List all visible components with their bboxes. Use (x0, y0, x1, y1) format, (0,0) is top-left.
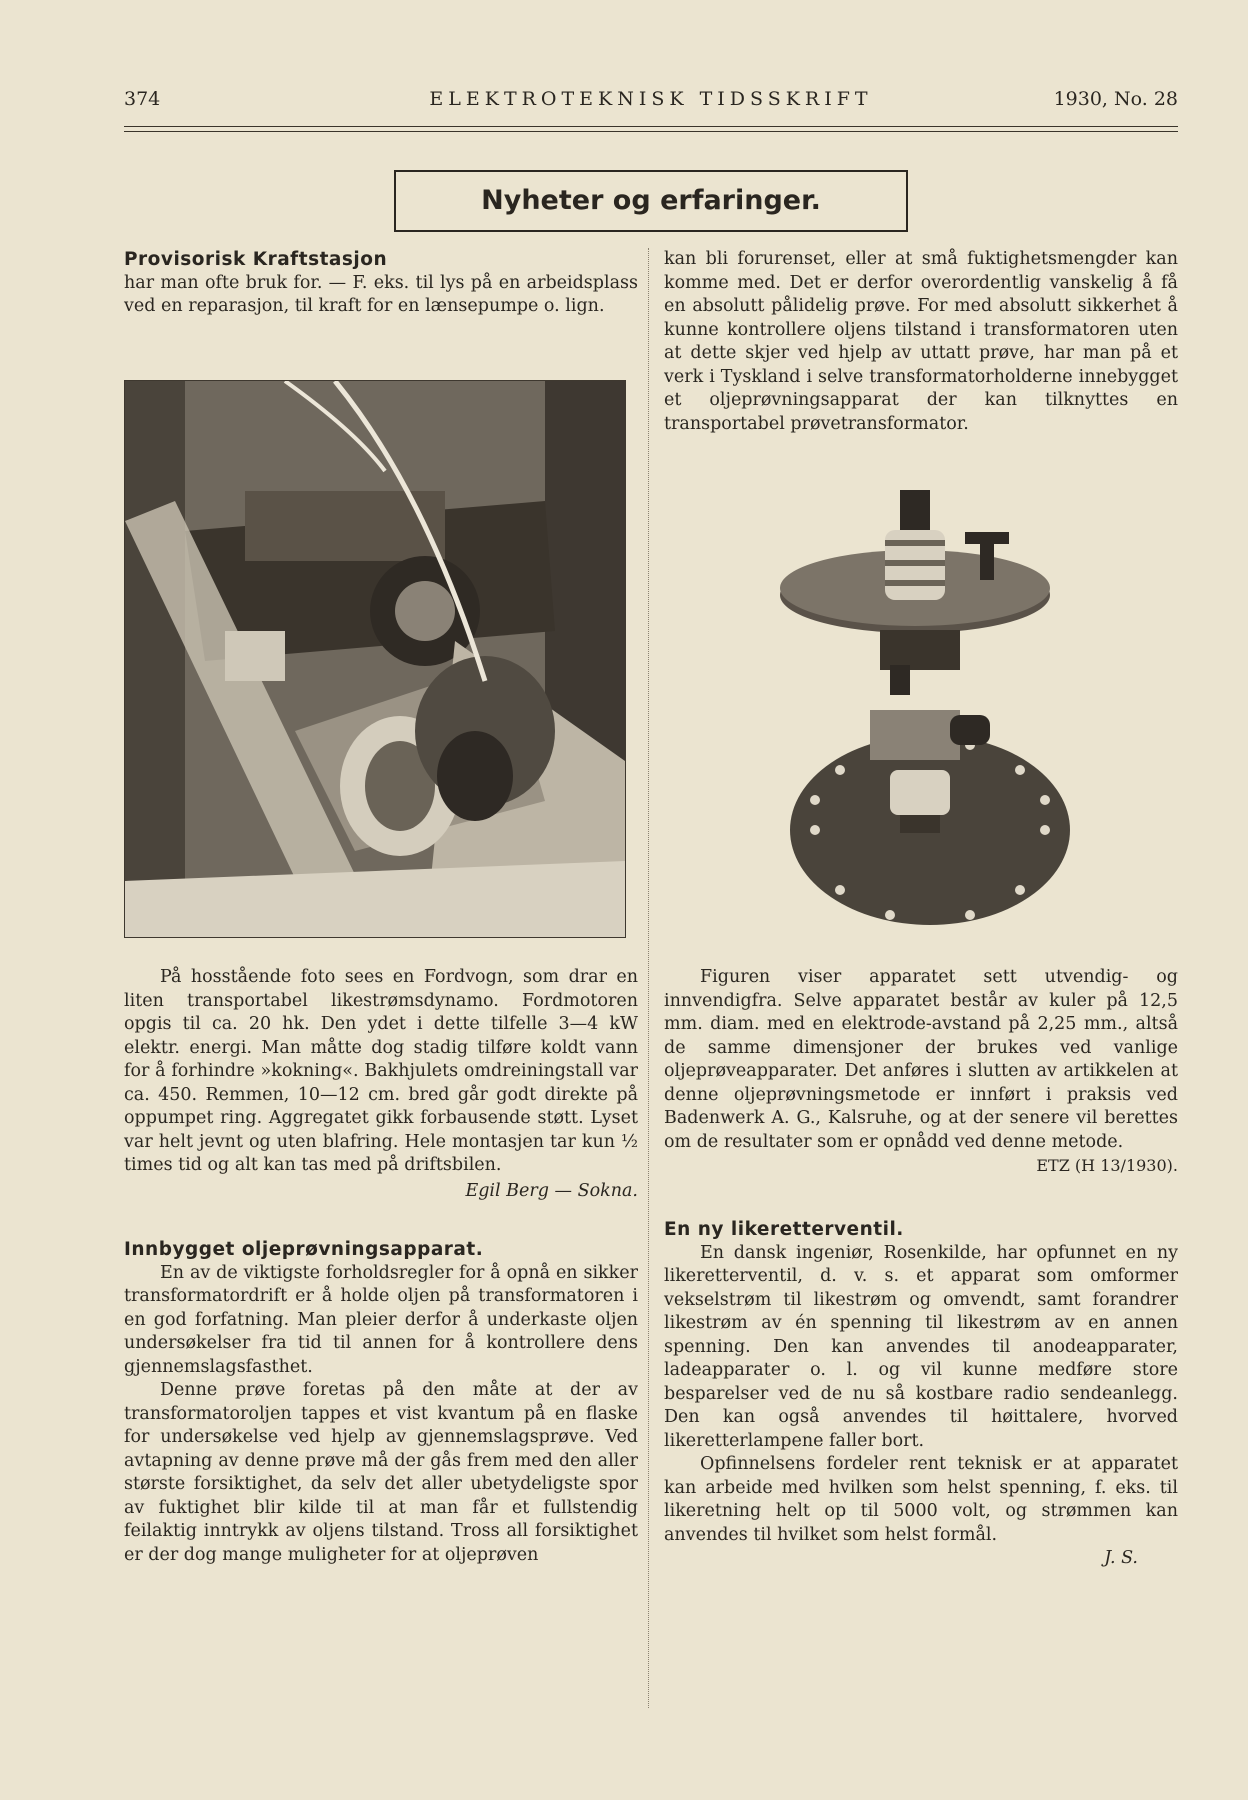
article-oljeprovning (124, 1238, 638, 1567)
paragraph: Opfinnelsens fordeler rent teknisk er at apparatet kan arbeide med hvilken som helst spenning, f. eks. til likeretning helt op til 5000 volt, og strømmen kan anvendes til hvilket som helst formål. (664, 1454, 1178, 1545)
section-title: Nyheter og erfaringer. (394, 170, 908, 232)
apparatus-illustration (770, 470, 1080, 930)
article-title: Innbygget oljeprøvningsapparat. (124, 1239, 484, 1260)
citation: ETZ (H 13/1930). (1036, 1156, 1178, 1175)
paragraph: Figuren viser apparatet sett utvendig- og innvendigfra. Selve apparatet består av kuler på 12,5 mm. diam. med en elektrode-avstand på 2,25 mm., altså de samme dimensjoner der brukes ved vanlige oljeprøveapparater. Det anføres i slutten av artikkelen at denne oljeprøvningsmetode er innført i praksis ved Badenwerk A. G., Kalsruhe, og at der senere vil berettes om de resultater som er opnådd ved denne metode. (664, 967, 1178, 1152)
article-kraftstasjon-intro (124, 248, 638, 319)
column-divider (648, 248, 649, 1708)
paragraph: Denne prøve foretas på den måte at der av transformatoroljen tappes et vist kvantum på en flaske for undersøkelse ved hjelp av gjennemslagsprøve. Ved avtapning av denne prøve må der gås frem med den aller største forsiktighet, da selv det aller ubetydeligste spor av fuktighet blir kilde til at man får et fullstendig feilaktig inntrykk av oljens tilstand. Tross all forsiktighet er der dog mange muligheter for at oljeprøven (124, 1380, 638, 1565)
oil-test-apparatus-figure (770, 470, 1080, 930)
article-oljeprovning-continued (664, 248, 1178, 436)
article-title: En ny likeretterventil. (664, 1219, 904, 1240)
article-intro: har man ofte bruk for. — F. eks. til lys på en arbeidsplass ved en reparasjon, til kraft for en lænsepumpe o. lign. (124, 272, 638, 316)
issue-number: 1930, No. 28 (1053, 88, 1178, 110)
journal-title: ELEKTROTEKNISK TIDSSKRIFT (429, 88, 873, 110)
photo-illustration (125, 381, 625, 937)
header-rule (124, 126, 1178, 127)
paragraph: kan bli forurenset, eller at små fuktighetsmengder kan komme med. Det er derfor overordentlig vanskelig å få en absolutt pålidelig prøve. For med absolutt sikkerhet å kunne kontrollere oljens tilstand i transformatoren uten at dette skjer ved hjelp av uttatt prøve, har man på et verk i Tyskland i selve transformatorholderne innebygget et oljeprøvningsapparat der kan tilknyttes en transportabel prøvetransformator. (664, 249, 1178, 434)
article-title: Provisorisk Kraftstasjon (124, 249, 388, 270)
figure-description (664, 966, 1178, 1178)
paragraph: En dansk ingeniør, Rosenkilde, har opfunnet en ny likeretterventil, d. v. s. et apparat som omformer vekselstrøm til likestrøm og omvendt, samt forandrer likestrøm av én spenning til likestrøm av en annen spenning. Den kan anvendes til anodeapparater, ladeapparater o. l. og vil kunne medføre store besparelser ved de nu så kostbare radio sendeanlegg. Den kan også anvendes til høittalere, hvorved likeretterlampene faller bort. (664, 1242, 1178, 1451)
running-head (124, 84, 1178, 114)
fordvogn-photo (124, 380, 626, 938)
article-likeretterventil (664, 1218, 1178, 1571)
photo-caption: På hosstående foto sees en Fordvogn, som drar en liten transportabel likestrømsdynamo. Fordmotoren opgis til ca. 20 hk. Den ydet i dette tilfelle 3—4 kW elektr. energi. Man måtte dog stadig tilføre koldt vann for å forhindre »kokning«. Bakhjulets omdreiningstall var ca. 450. Remmen, 10—12 cm. bred går godt direkte på oppumpet ring. Aggregatet gikk forbausende støtt. Lyset var helt jevnt og uten blafring. Hele montasjen tar kun ½ times tid og alt kan tas med på driftsbilen. (124, 967, 638, 1175)
paragraph: En av de viktigste forholdsregler for å opnå en sikker transformatordrift er å holde oljen på transformatoren i en god forfatning. Man pleier derfor å underkaste oljen undersøkelser fra tid til annen for å kontrollere dens gjennemslagsfasthet. (124, 1262, 638, 1377)
article-kraftstasjon-caption (124, 966, 638, 1203)
author-signature: Egil Berg — Sokna. (465, 1180, 638, 1201)
page-number: 374 (124, 88, 161, 110)
author-signature: J. S. (1104, 1548, 1138, 1568)
header-rule-double (124, 131, 1178, 132)
